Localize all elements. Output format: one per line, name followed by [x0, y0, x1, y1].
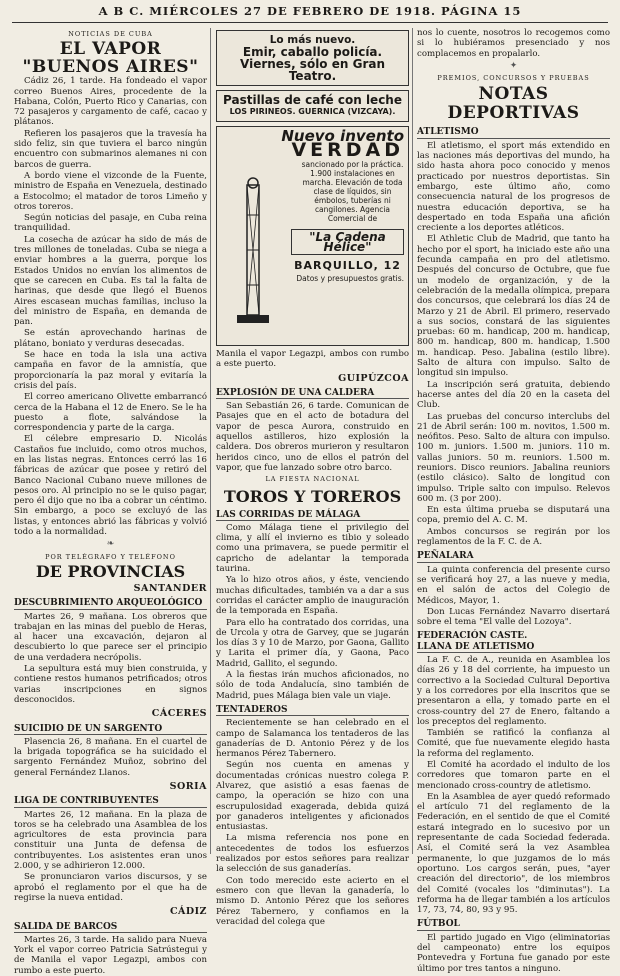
- ad-line: Emir, caballo policía.: [242, 45, 383, 59]
- article-head: FEDERACIÓN CASTE.: [417, 631, 528, 642]
- section-label: LA FIESTA NACIONAL: [265, 475, 360, 484]
- paragraph: La quinta conferencia del presente curso se verificará hoy 27, a las nueve y media, en el salón de actos del Colegio de Médicos, Mayor, 1.: [417, 564, 610, 606]
- city-label: CÁCERES: [151, 708, 207, 720]
- paragraph: El partido jugado en Vigo (eliminatorias del campeonato) entre los equipos Pontevedra y Fortuna fue ganado por este último por tres tantos a ninguno.: [417, 932, 610, 974]
- paragraph: A bordo viene el vizconde de la Fuente, ministro de España en Venezuela, destinado a Estocolmo; el matador de toros Limeño y otros toreros.: [14, 170, 207, 212]
- paragraph: San Sebastián 26, 6 tarde. Comunican de Pasajes que en el acto de botadura del vapor de pesca Aurora, construido en aquellos astilleros, hizo explosión la caldera. Dos obreros murieron y resultaron heridos cinco, uno de ellos el patrón del vapor, que fue lanzado sobre otro barco.: [216, 401, 409, 473]
- section-title: DE PROVINCIAS: [35, 561, 186, 581]
- advertisement-pump: [216, 126, 409, 346]
- section-label: PREMIOS, CONCURSOS Y PRUEBAS: [437, 74, 590, 83]
- column-3: [417, 28, 610, 974]
- headline: EL VAPOR "BUENOS AIRES": [22, 39, 199, 78]
- ad-footer: Datos y presupuestos gratis.: [296, 274, 404, 284]
- article-head: TENTADEROS: [216, 705, 409, 716]
- advertisement-theatre: [216, 30, 409, 86]
- ad-line: Pastillas de café con leche: [223, 93, 402, 107]
- paragraph: En esta última prueba se disputará una copa, premio del A. C. M.: [417, 505, 610, 526]
- paragraph: La misma referencia nos pone en antecedentes de todos los esfuerzos realizados por estos señores para realizar la selección de sus ganaderías.: [216, 833, 409, 875]
- paragraph: Se pronunciaron varios discursos, y se aprobó el reglamento por el que ha de regirse la nueva entidad.: [14, 872, 207, 903]
- article-head: PEÑALARA: [417, 551, 610, 562]
- article-head: EXPLOSIÓN DE UNA CALDERA: [216, 388, 409, 399]
- advertisement-candy: [216, 90, 409, 122]
- paragraph: Recientemente se han celebrado en el campo de Salamanca los tentaderos de las ganaderías de D. Antonio Pérez y de los hermanos Pérez Tabernero.: [216, 718, 409, 760]
- column-2: [216, 28, 409, 927]
- article-head: ATLETISMO: [417, 127, 610, 138]
- article-head: FÚTBOL: [417, 919, 610, 930]
- paragraph: Según nos cuenta en amenas y documentadas crónicas nuestro colega P. Alvarez, que asistió a esas faenas de campo, la operación se hizo con una escrupulosidad exagerada, debida quizá por ganaderos inteligentes y aficionados entusiastas.: [216, 760, 409, 833]
- paragraph: Martes 26, 9 mañana. Los obreros que trabajan en las minas del pueblo de Heras, al hacer una excavación, dejaron al descubierto lo que parece ser el principio de una verdadera necrópolis.: [14, 611, 207, 663]
- paragraph: Se están aprovechando harinas de plátano, boniato y verduras desecadas.: [14, 328, 207, 349]
- paragraph: Se hace en toda la isla una activa campaña en favor de la amnistía, que proporcionaría la paz moral y evitaría la crisis del país.: [14, 350, 207, 391]
- page-header: A B C. MIÉRCOLES 27 DE FEBRERO DE 1918. PÁGINA 15: [98, 4, 522, 18]
- ad-line: Lo más nuevo.: [269, 34, 356, 46]
- paragraph: Don Lucas Fernández Navarro disertará sobre el tema "El valle del Lozoya".: [417, 606, 610, 628]
- paragraph: Martes 26, 3 tarde. Ha salido para Nueva York el vapor correo Patricia Satrústegui y de Manila el vapor Legazpi, ambos con rumbo a este puerto.: [14, 934, 207, 976]
- ad-brand: VERDAD: [291, 139, 404, 162]
- column-divider: [412, 28, 413, 854]
- article-head: LIGA DE CONTRIBUYENTES: [14, 796, 207, 807]
- paragraph: Según noticias del pasaje, en Cuba reina tranquilidad.: [14, 213, 207, 234]
- paragraph: Manila el vapor Legazpi, ambos con rumbo a este puerto.: [216, 349, 409, 370]
- paragraph: Ya lo hizo otros años, y éste, venciendo muchas dificultades, también va a dar a sus corridas el carácter amplio de inauguración de la temporada en España.: [216, 575, 409, 617]
- paragraph: En la Asamblea de ayer quedó reformado el artículo 71 del reglamento de la Federación, en el sentido de que el Comité estará integrado en lo sucesivo por un representante de cada Sociedad federada. Así, el Comité será la vez Asamblea permanente, lo que juzgamos de lo más oportuno. Los cargos serán, pues, "ayer creación del directorio", de los miembros del Comité (vocales los "diminutas"). La reforma ha de llegar también a los artículos 17, 73, 74, 80, 93 y 95.: [417, 791, 610, 916]
- paragraph: El célebre empresario D. Nicolás Castaños fue incluido, como otros muchos, en las listas negras. Entonces cerró las 16 fábricas de azúcar que posee y retiró del Banco Nacional Cubano nueve millones de pesos oro. Al principio no se le quiso pagar, pero él dijo que no iba a cobrar un céntimo. Sin embargo, a poco se excluyó de las listas, y entonces abrió las fábricas y volvió todo a la normalidad.: [14, 434, 207, 538]
- paragraph: Martes 26, 12 mañana. En la plaza de toros se ha celebrado una Asamblea de los agricultores de esta provincia para constituir una Junta de defensa de contribuyentes. Los asistentes eran unos 2.000, y se adhirieron 12.000.: [14, 809, 207, 872]
- city-label: SORIA: [169, 781, 207, 792]
- paragraph: El Athletic Club de Madrid, que tanto ha hecho por el sport, ha iniciado este año una fecunda campaña en pro del atletismo. Después del concurso de Octubre, que fue un modelo de organización, y de la celebración de la medalla olímpica, prepara dos concursos, que celebrará los días 24 de Marzo y 21 de Abril. El primero, reservado a sus socios, constará de las siguientes pruebas: 60 m. handicap, 200 m. handicap, 800 m. handicap, 800 m. handicap, 1.500 m. handicap. Peso. Jabalina (estilo libre). Salto de altura con impulso. Salto de longitud sin impulso.: [417, 234, 610, 379]
- pump-tower-illustration: [229, 175, 277, 325]
- ad-company: "La Cadena Hélice": [291, 229, 404, 256]
- paragraph: Plasencia 26, 8 mañana. En el cuartel de la brigada topográfica se ha suicidado el sargento Fernández Muñoz, sobrino del general Fernández Llanos.: [14, 736, 207, 778]
- city-label: SANTANDER: [133, 582, 207, 594]
- paragraph: La sepultura está muy bien construida, y contiene restos humanos petrificados; otros varias inscripciones en signos desconocidos.: [14, 664, 207, 705]
- paragraph: La inscripción será gratuita, debiendo hacerse antes del día 20 en la caseta del Club.: [417, 379, 610, 411]
- header-rule: [12, 22, 608, 23]
- paragraph: También se ratificó la confianza al Comité, que fue nuevamente elegido hasta la reforma del reglamento.: [417, 728, 610, 759]
- paragraph: Con todo merecido este acierto en el esmero con que llevan la ganadería, lo mismo D. Antonio Pérez que los señores Pérez Tabernero, y confiamos en la veracidad del colega que: [216, 875, 409, 927]
- paragraph: Para ello ha contratado dos corridas, una de Urcola y otra de Garvey, que se jugarán los días 3 y 10 de Marzo, por Gaona, Gallito y Larita el primer día, y Gaona, Paco Madrid, Gallito, el segundo.: [216, 617, 409, 669]
- column-1: [14, 28, 207, 976]
- wire-label: POR TELÉGRAFO Y TELÉFONO: [45, 552, 176, 561]
- paragraph: Ambos concursos se regirán por los reglamentos de la F. C. de A.: [417, 526, 610, 548]
- paragraph: Las pruebas del concurso interclubs del 21 de Abril serán: 100 m. novitos, 1.500 m. neófitos. Peso. Salto de altura con impulso. 100 m. juniors. 1.500 m. juniors. 110 m. vallas juniors. 50 m. reuniors. 1.500 m. reuniors. Disco reuniors. Jabalina reuniors (estilo clásico). Salto de longitud con impulso. Triple salto con impulso. Relevos 600 m. (3 por 200).: [417, 411, 610, 504]
- ornament-divider: ✦: [509, 60, 518, 71]
- column-divider: [210, 28, 211, 854]
- paragraph: El atletismo, el sport más extendido en las naciones más deportivas del mundo, ha sido hasta ahora poco conocido y menos practicado por nuestros deportistas. Sin embargo, este último año, como consecuencia natural de los progresos de nuestra educación deportiva, se ha despertado en toda España una afición creciente a los deportes atléticos.: [417, 140, 610, 234]
- headline: NOTAS DEPORTIVAS: [447, 84, 580, 124]
- paragraph: El correo americano Olivette embarrancó cerca de la Habana el 12 de Enero. Se le ha puesto a flote, salvándose la correspondencia y parte de la carga.: [14, 392, 207, 434]
- paragraph: El Comité ha acordado el indulto de los corredores que tomaron parte en el mencionado cross-country de atletismo.: [417, 760, 610, 791]
- ad-body: sancionado por la práctica. 1.900 instalaciones en marcha. Elevación de toda clase de líquidos, sin émbolos, tuberías ni cangilones. Agencia Comercial de: [301, 159, 404, 223]
- paragraph: La cosecha de azúcar ha sido de más de tres millones de toneladas. Cuba se niega a enviar hombres a la guerra, porque los Estados Unidos no envían los alimentos de que se carecen en Cuba. Es tal la falta de harinas, que desde que llegó el Buenos Aires escasean muchas familias, incluso la del ministro de España, en demanda de pan.: [14, 234, 207, 328]
- ornament-divider: ❧: [106, 539, 115, 550]
- paragraph: A la fiestas irán muchos aficionados, no sólo de toda Andalucía, sino también de Madrid, pues Málaga bien vale un viaje.: [216, 670, 409, 701]
- section-label: NOTICIAS DE CUBA: [68, 30, 153, 38]
- city-label: GUIPÚZCOA: [338, 372, 409, 384]
- ad-line: Viernes, sólo en Gran Teatro.: [240, 57, 385, 83]
- city-label: CÁDIZ: [169, 906, 207, 918]
- article-head: LAS CORRIDAS DE MÁLAGA: [216, 510, 409, 521]
- ad-address: BARQUILLO, 12: [294, 259, 401, 273]
- article-head: SUICIDIO DE UN SARGENTO: [14, 724, 207, 735]
- paragraph: Cádiz 26, 1 tarde. Ha fondeado el vapor correo Buenos Aires, procedente de la Habana, Colón, Puerto Rico y Canarias, con 72 pasajeros y cargamento de café, cacao y plátanos.: [14, 76, 207, 128]
- article-head: LLANA DE ATLETISMO: [417, 642, 610, 653]
- ad-title: Nuevo invento: [281, 127, 404, 145]
- headline: TOROS Y TOREROS: [223, 486, 402, 506]
- ad-line: LOS PIRINEOS. GUERNICA (VIZCAYA).: [229, 107, 396, 116]
- paragraph: Refieren los pasajeros que la travesía ha sido feliz, sin que tuviera el barco ningún encuentro con submarinos alemanes ni con barcos de guerra.: [14, 128, 207, 170]
- paragraph: La F. C. de A., reunida en Asamblea los días 26 y 18 del corriente, ha impuesto un correctivo a la Sociedad Cultural Deportiva y a los corredores por ella inscritos que se presentaron a ella, y tomado parte en el cross-country del 27 de Enero, faltando a los preceptos del reglamento.: [417, 655, 610, 727]
- paragraph: Como Málaga tiene el privilegio del clima, y allí el invierno es tibio y soleado como una primavera, se puede permitir el capricho de adelantar la temporada taurina.: [216, 522, 409, 575]
- article-head: DESCUBRIMIENTO ARQUEOLÓGICO: [14, 598, 207, 609]
- paragraph: nos lo cuente, nosotros lo recogemos como si lo hubiéramos presenciado y nos complacemos en propalarlo.: [417, 28, 610, 59]
- article-head: SALIDA DE BARCOS: [14, 922, 207, 933]
